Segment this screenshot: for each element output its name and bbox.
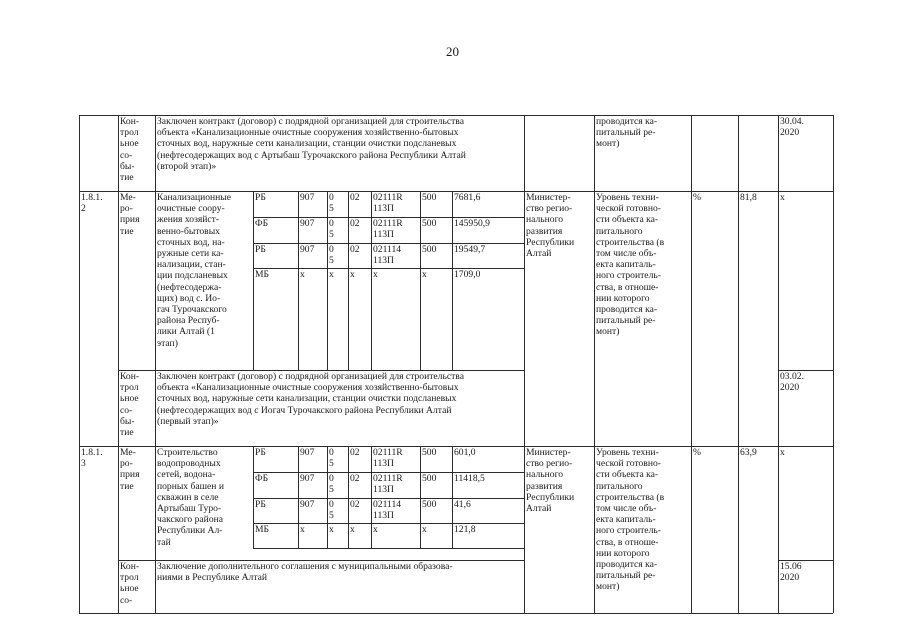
funding-sum: 19549,7 xyxy=(454,244,486,255)
funding-grbs: х xyxy=(300,269,305,280)
table-border-horizontal xyxy=(79,613,833,614)
funding-pr: 02 xyxy=(350,499,360,510)
funding-source: РБ xyxy=(255,499,266,510)
funding-pr: х xyxy=(350,524,355,535)
funding-sum: 121,8 xyxy=(454,524,476,535)
funding-rz: 0 5 xyxy=(329,473,334,496)
funding-sum: 1709,0 xyxy=(454,269,481,280)
funding-grbs: 907 xyxy=(300,499,315,510)
funding-pr: 02 xyxy=(350,192,360,203)
table-border-vertical xyxy=(778,115,779,613)
indicator-unit: % xyxy=(693,447,701,458)
control-event-label: Кон- трол ьное со- бы- тие xyxy=(120,371,140,439)
funding-pr: 02 xyxy=(350,218,360,229)
funding-sum: 7681,6 xyxy=(454,192,481,203)
table-border-vertical xyxy=(155,115,156,613)
indicator-text: Уровень техни- ческой готовно- сти объекта ка- питального строительства (в том числе объ- екта капиталь- ного строитель- ства, в отноше- нии которого проводится ка- питальный ре- монт) xyxy=(596,192,665,338)
event-name: Канализационные очистные соору- жения хозяйст- венно-бытовых сточных вод, на- ружные сети ка- нализации, стан- ции подсланевых (нефтесодержа- щих) вод с. Ио- гач Турочакского района Респуб- лики Алтай (1 этап) xyxy=(157,192,232,349)
funding-grbs: х xyxy=(300,524,305,535)
funding-csr: х xyxy=(373,269,378,280)
funding-rz: 0 5 xyxy=(329,244,334,267)
page-number: 20 xyxy=(446,44,459,59)
funding-source: ФБ xyxy=(255,473,269,484)
indicator-value: 63,9 xyxy=(740,447,757,458)
funding-sum: 11418,5 xyxy=(454,473,485,484)
indicator-value: 81,8 xyxy=(740,192,757,203)
table-border-vertical xyxy=(118,115,119,613)
funding-border-vertical xyxy=(253,446,254,548)
funding-vr: х xyxy=(422,269,427,280)
funding-rz: х xyxy=(329,524,334,535)
funding-csr: 02111R 113П xyxy=(373,218,403,241)
funding-rz: х xyxy=(329,269,334,280)
table-border-vertical xyxy=(738,115,739,613)
funding-grbs: 907 xyxy=(300,192,315,203)
funding-grbs: 907 xyxy=(300,473,315,484)
funding-pr: х xyxy=(350,269,355,280)
funding-csr: х xyxy=(373,524,378,535)
funding-source: РБ xyxy=(255,192,266,203)
funding-source: РБ xyxy=(255,447,266,458)
funding-border-vertical xyxy=(420,446,421,548)
table-border-vertical xyxy=(594,115,595,613)
event-type-label: Ме- ро- прия тие xyxy=(120,192,140,237)
funding-source: РБ xyxy=(255,244,266,255)
control-event-text: Заключен контракт (договор) с подрядной организацией для строительства объекта «Канализационные очистные сооружения хозяйственно-бытовых сточных вод, наружные сети канализации, станции очистки подсланевых (нефтесодержащих вод с Артыбаш Турочакского района Республики Алтай (второй этап)» xyxy=(157,116,466,172)
row-number: 1.8.1. 3 xyxy=(81,447,103,470)
funding-csr: 02111R 113П xyxy=(373,473,403,496)
funding-border-vertical xyxy=(298,446,299,548)
control-event-label: Кон- трол ьное со- бы- тие xyxy=(120,116,140,184)
funding-rz: 0 5 xyxy=(329,499,334,522)
funding-grbs: 907 xyxy=(300,244,315,255)
event-date: х xyxy=(780,192,785,203)
funding-rz: 0 5 xyxy=(329,218,334,241)
funding-rz: 0 5 xyxy=(329,447,334,470)
table-border-vertical xyxy=(79,115,80,613)
control-event-text: Заключен контракт (договор) с подрядной организацией для строительства объекта «Канализационные очистные сооружения хозяйственно-бытовых сточных вод, наружные сети канализации, станции очистки подсланевых (нефтесодержащих вод с Иогач Турочакского района Республики Алтай (первый этап)» xyxy=(157,371,464,427)
row-number: 1.8.1. 2 xyxy=(81,192,103,215)
funding-csr: 021114 113П xyxy=(373,244,402,267)
funding-border-vertical xyxy=(452,446,453,548)
funding-pr: 02 xyxy=(350,447,360,458)
table-border-vertical xyxy=(524,115,525,613)
control-event-date: 03.02. 2020 xyxy=(780,371,804,394)
funding-sum: 145950,9 xyxy=(454,218,490,229)
funding-csr: 021114 113П xyxy=(373,499,402,522)
executor: Министер- ство регио- нального развития Республики Алтай xyxy=(526,447,575,515)
funding-rz: 0 5 xyxy=(329,192,334,215)
funding-vr: 500 xyxy=(422,499,437,510)
event-type-label: Ме- ро- прия тие xyxy=(120,447,140,492)
funding-source: ФБ xyxy=(255,218,269,229)
funding-sum: 601,0 xyxy=(454,447,476,458)
funding-csr: 02111R 113П xyxy=(373,192,403,215)
indicator-text: проводится ка- питальный ре- монт) xyxy=(596,116,658,150)
funding-pr: 02 xyxy=(350,244,360,255)
funding-sum: 41,6 xyxy=(454,499,471,510)
indicator-text: Уровень техни- ческой готовно- сти объекта ка- питального строительства (в том числе объ- екта капиталь- ного строитель- ства, в отноше- нии которого проводится ка- питальный ре- монт) xyxy=(596,447,665,593)
funding-vr: 500 xyxy=(422,447,437,458)
control-event-label: Кон- трол ьное со- xyxy=(120,561,140,606)
funding-csr: 02111R 113П xyxy=(373,447,403,470)
event-name: Строительство водопроводных сетей, водона- порных башен и скважин в селе Артыбаш Туро- чакского района Республики Ал- тай xyxy=(157,447,224,548)
funding-grbs: 907 xyxy=(300,218,315,229)
table-border-vertical xyxy=(833,115,834,613)
funding-pr: 02 xyxy=(350,473,360,484)
table-border-vertical xyxy=(691,115,692,613)
funding-vr: 500 xyxy=(422,244,437,255)
funding-grbs: 907 xyxy=(300,447,315,458)
control-event-date: 30.04. 2020 xyxy=(780,116,804,139)
funding-vr: 500 xyxy=(422,218,437,229)
funding-vr: 500 xyxy=(422,473,437,484)
funding-vr: 500 xyxy=(422,192,437,203)
executor: Министер- ство регио- нального развития Республики Алтай xyxy=(526,192,575,260)
funding-border-vertical xyxy=(327,446,328,548)
control-event-date: 15.06 2020 xyxy=(780,561,802,584)
funding-border-vertical xyxy=(348,446,349,548)
funding-source: МБ xyxy=(255,269,270,280)
funding-source: МБ xyxy=(255,524,270,535)
control-event-text: Заключение дополнительного соглашения с муниципальными образова- ниями в Республике Алтай xyxy=(157,561,453,584)
funding-border-vertical xyxy=(371,446,372,548)
funding-vr: х xyxy=(422,524,427,535)
indicator-unit: % xyxy=(693,192,701,203)
event-date: х xyxy=(780,447,785,458)
